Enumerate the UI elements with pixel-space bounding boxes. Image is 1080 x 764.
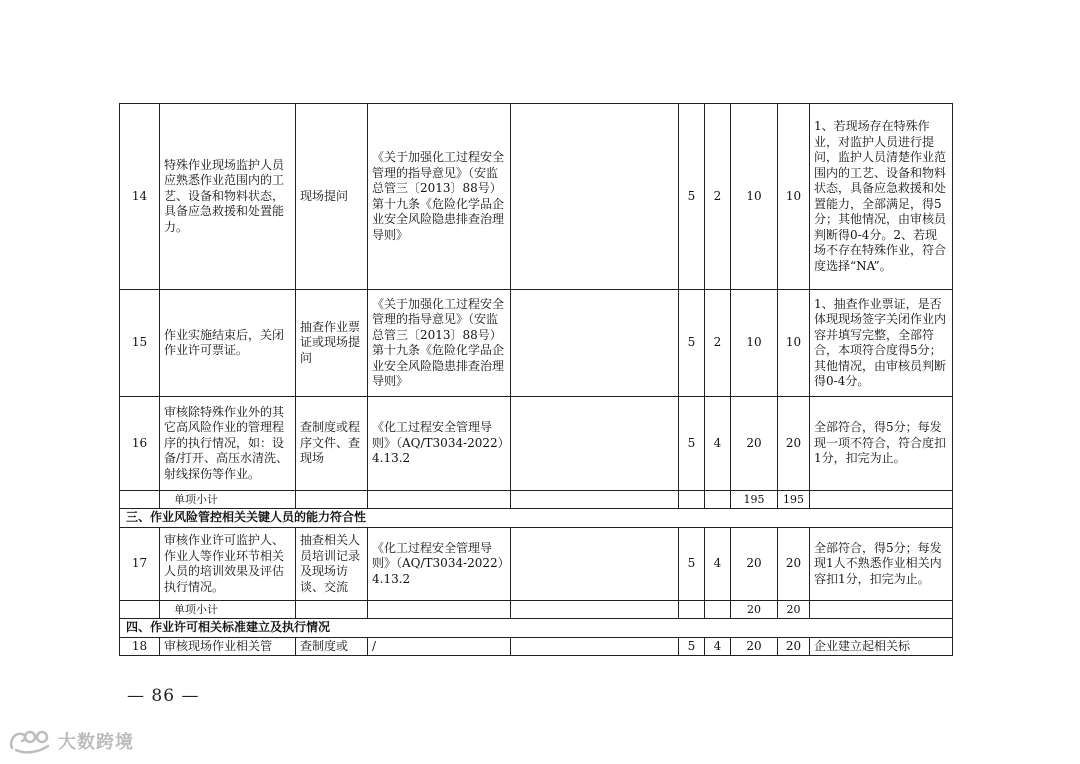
section-title: 三、作业风险管控相关关键人员的能力符合性 bbox=[120, 509, 953, 528]
subtotal-value: 195 bbox=[731, 491, 778, 509]
score-cell: 20 bbox=[778, 528, 810, 601]
scoring-criteria: 企业建立起相关标 bbox=[810, 638, 953, 656]
score-cell: 4 bbox=[705, 638, 731, 656]
scoring-criteria: 1、抽查作业票证，是否体现现场签字关闭作业内容并填写完整，全部符合，本项符合度得5分；其他情况，由审核员判断得0-4分。 bbox=[810, 290, 953, 397]
empty-cell bbox=[705, 491, 731, 509]
section-title: 四、作业许可相关标准建立及执行情况 bbox=[120, 619, 953, 638]
score-cell: 10 bbox=[778, 290, 810, 397]
empty-cell bbox=[810, 601, 953, 619]
watermark-logo-icon bbox=[8, 728, 52, 754]
empty-cell bbox=[120, 601, 160, 619]
audit-finding bbox=[511, 290, 679, 397]
item-number: 16 bbox=[120, 397, 160, 491]
audit-finding bbox=[511, 638, 679, 656]
audit-content: 审核现场作业相关管 bbox=[160, 638, 296, 656]
scoring-criteria: 全部符合，得5分；每发现一项不符合，符合度扣1分，扣完为止。 bbox=[810, 397, 953, 491]
audit-basis: 《化工过程安全管理导则》（AQ/T3034-2022）4.13.2 bbox=[368, 528, 511, 601]
empty-cell bbox=[120, 491, 160, 509]
empty-cell bbox=[368, 601, 511, 619]
empty-cell bbox=[810, 491, 953, 509]
empty-cell bbox=[679, 491, 705, 509]
empty-cell bbox=[511, 601, 679, 619]
score-cell: 10 bbox=[778, 104, 810, 290]
audit-basis: 《化工过程安全管理导则》（AQ/T3034-2022）4.13.2 bbox=[368, 397, 511, 491]
audit-method: 查制度或 bbox=[296, 638, 368, 656]
score-cell: 5 bbox=[679, 290, 705, 397]
scoring-criteria: 1、若现场存在特殊作业，对监护人员进行提问，监护人员清楚作业范围内的工艺、设备和物料状态，具备应急救援和处置能力，全部满足，得5分；其他情况，由审核员判断得0-4分。2、若现场不存在特殊作业，符合度选择“NA”。 bbox=[810, 104, 953, 290]
scoring-criteria: 全部符合，得5分；每发现1人不熟悉作业相关内容扣1分，扣完为止。 bbox=[810, 528, 953, 601]
audit-content: 审核作业许可监护人、作业人等作业环节相关人员的培训效果及评估执行情况。 bbox=[160, 528, 296, 601]
watermark-text: 大数跨境 bbox=[58, 732, 134, 753]
audit-basis: / bbox=[368, 638, 511, 656]
table-row bbox=[120, 397, 953, 491]
empty-cell bbox=[296, 491, 368, 509]
document-table-container bbox=[119, 103, 952, 656]
score-cell: 10 bbox=[731, 104, 778, 290]
subtotal-label: 单项小计 bbox=[160, 491, 296, 509]
subtotal-row bbox=[120, 601, 953, 619]
subtotal-value: 195 bbox=[778, 491, 810, 509]
item-number: 15 bbox=[120, 290, 160, 397]
score-cell: 4 bbox=[705, 397, 731, 491]
audit-method: 查制度或程序文件、查现场 bbox=[296, 397, 368, 491]
audit-method: 抽查相关人员培训记录及现场访谈、交流 bbox=[296, 528, 368, 601]
section-heading-row bbox=[120, 619, 953, 638]
audit-finding bbox=[511, 397, 679, 491]
item-number: 14 bbox=[120, 104, 160, 290]
score-cell: 4 bbox=[705, 528, 731, 601]
score-cell: 20 bbox=[731, 638, 778, 656]
subtotal-value: 20 bbox=[778, 601, 810, 619]
audit-method: 现场提问 bbox=[296, 104, 368, 290]
item-number: 18 bbox=[120, 638, 160, 656]
score-cell: 20 bbox=[778, 638, 810, 656]
empty-cell bbox=[679, 601, 705, 619]
score-cell: 2 bbox=[705, 104, 731, 290]
table-row bbox=[120, 104, 953, 290]
score-cell: 2 bbox=[705, 290, 731, 397]
empty-cell bbox=[511, 491, 679, 509]
audit-content: 作业实施结束后，关闭作业许可票证。 bbox=[160, 290, 296, 397]
subtotal-label: 单项小计 bbox=[160, 601, 296, 619]
audit-finding bbox=[511, 528, 679, 601]
audit-content: 特殊作业现场监护人员应熟悉作业范围内的工艺、设备和物料状态，具备应急救援和处置能力。 bbox=[160, 104, 296, 290]
empty-cell bbox=[705, 601, 731, 619]
section-heading-row bbox=[120, 509, 953, 528]
audit-table bbox=[119, 103, 953, 656]
score-cell: 20 bbox=[731, 397, 778, 491]
watermark bbox=[8, 728, 134, 754]
score-cell: 5 bbox=[679, 104, 705, 290]
score-cell: 5 bbox=[679, 397, 705, 491]
table-row bbox=[120, 638, 953, 656]
empty-cell bbox=[296, 601, 368, 619]
audit-basis: 《关于加强化工过程安全管理的指导意见》（安监总管三〔2013〕88号）第十九条《危险化学品企业安全风险隐患排查治理导则》 bbox=[368, 104, 511, 290]
audit-method: 抽查作业票证或现场提问 bbox=[296, 290, 368, 397]
page-number: — 86 — bbox=[127, 686, 200, 706]
table-row bbox=[120, 290, 953, 397]
audit-basis: 《关于加强化工过程安全管理的指导意见》（安监总管三〔2013〕88号）第十九条《危险化学品企业安全风险隐患排查治理导则》 bbox=[368, 290, 511, 397]
item-number: 17 bbox=[120, 528, 160, 601]
score-cell: 20 bbox=[778, 397, 810, 491]
audit-finding bbox=[511, 104, 679, 290]
score-cell: 5 bbox=[679, 638, 705, 656]
table-row bbox=[120, 528, 953, 601]
score-cell: 10 bbox=[731, 290, 778, 397]
score-cell: 5 bbox=[679, 528, 705, 601]
subtotal-row bbox=[120, 491, 953, 509]
audit-content: 审核除特殊作业外的其它高风险作业的管理程序的执行情况，如：设备/打开、高压水清洗、射线探伤等作业。 bbox=[160, 397, 296, 491]
subtotal-value: 20 bbox=[731, 601, 778, 619]
score-cell: 20 bbox=[731, 528, 778, 601]
empty-cell bbox=[368, 491, 511, 509]
